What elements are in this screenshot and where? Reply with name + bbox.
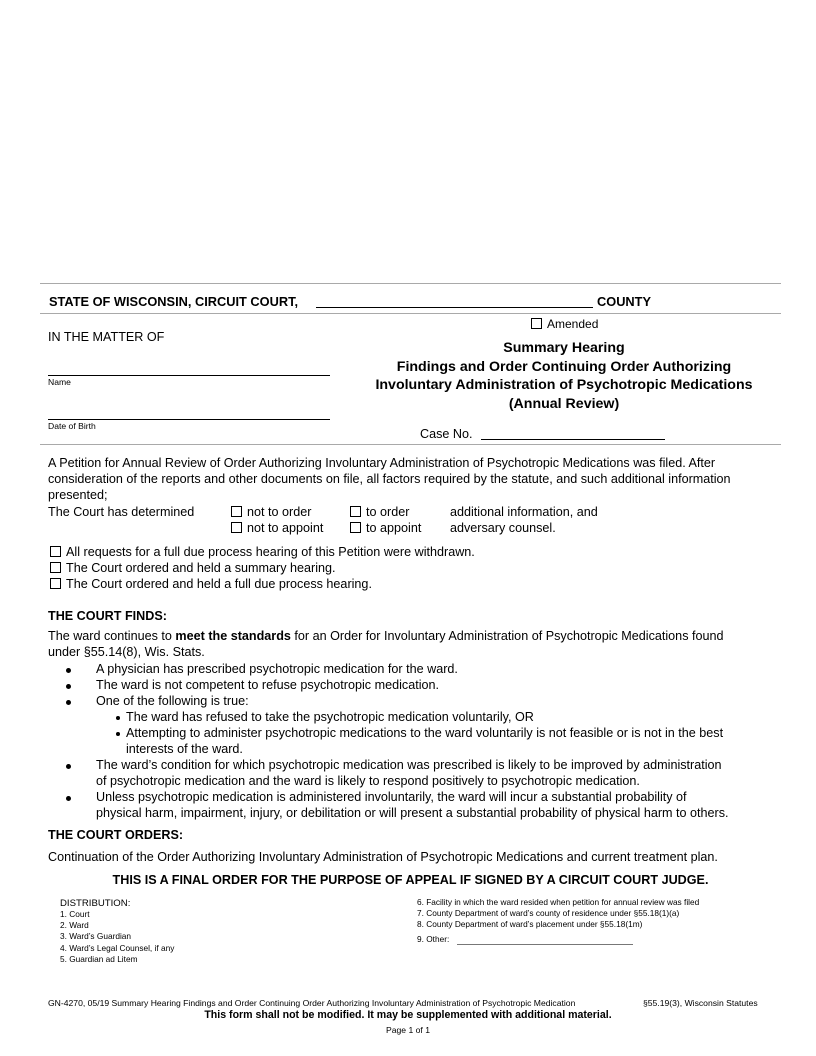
to-appoint-checkbox[interactable] bbox=[350, 522, 361, 533]
to-appoint-label: to appoint bbox=[366, 521, 422, 535]
distribution-list-left bbox=[60, 909, 174, 965]
caption-rule bbox=[40, 444, 781, 445]
finding-3b-line2: interests of the ward. bbox=[126, 742, 243, 756]
finding-2: The ward is not competent to refuse psychotropic medication. bbox=[96, 678, 440, 692]
title-line: Summary Hearing bbox=[503, 340, 625, 356]
withdrawn-checkbox[interactable] bbox=[50, 546, 61, 557]
intro-line: A Petition for Annual Review of Order Authorizing Involuntary Administration of Psychotropic Medications was filed. After bbox=[48, 456, 716, 470]
not-to-appoint-label: not to appoint bbox=[247, 521, 324, 535]
finds-lead-line2: under §55.14(8), Wis. Stats. bbox=[48, 645, 205, 659]
to-order-label: to order bbox=[366, 505, 410, 519]
amended-label: Amended bbox=[547, 317, 599, 331]
full-hearing-checkbox[interactable] bbox=[50, 578, 61, 589]
bullet-icon bbox=[66, 700, 71, 705]
distribution-item: 6. Facility in which the ward resided when petition for annual review was filed bbox=[417, 897, 700, 907]
intro-line: presented; bbox=[48, 488, 108, 502]
amended-checkbox[interactable] bbox=[531, 318, 542, 329]
distribution-item: 5. Guardian ad Litem bbox=[60, 953, 138, 964]
date-of-birth-field[interactable] bbox=[48, 419, 330, 420]
sub-bullet-icon bbox=[116, 716, 120, 720]
distribution-left bbox=[60, 898, 130, 909]
court-determined-label: The Court has determined bbox=[48, 505, 195, 519]
finding-4-line1: The ward’s condition for which psychotropic medication was prescribed is likely to be improved by administration bbox=[96, 758, 722, 772]
finding-3a: The ward has refused to take the psychotropic medication voluntarily, OR bbox=[126, 710, 534, 724]
bullet-icon bbox=[66, 668, 71, 673]
finds-lead-bold: meet the standards bbox=[175, 629, 291, 643]
full-hearing-label: The Court ordered and held a full due process hearing. bbox=[66, 577, 372, 591]
state-court-label: STATE OF WISCONSIN, CIRCUIT COURT, bbox=[49, 294, 299, 309]
bullet-icon bbox=[66, 796, 71, 801]
bullet-icon bbox=[66, 684, 71, 689]
distribution-list-right bbox=[417, 897, 699, 931]
header-rule bbox=[40, 313, 781, 314]
court-orders-heading: THE COURT ORDERS: bbox=[48, 828, 184, 842]
name-field[interactable] bbox=[48, 375, 330, 376]
finding-1: A physician has prescribed psychotropic medication for the ward. bbox=[96, 662, 458, 676]
finding-3: One of the following is true: bbox=[96, 694, 249, 708]
title-line: Findings and Order Continuing Order Authorizing bbox=[396, 358, 732, 375]
county-name-field[interactable] bbox=[316, 307, 593, 308]
intro-line: consideration of the reports and other documents on file, all factors required by the statute, and such additional information bbox=[48, 472, 731, 486]
intro-paragraph bbox=[48, 455, 788, 503]
form-title bbox=[345, 339, 783, 413]
title-line: (Annual Review) bbox=[508, 395, 620, 412]
finds-lead-pre: The ward continues to bbox=[48, 629, 176, 643]
top-rule bbox=[40, 283, 781, 284]
distribution-other-field[interactable] bbox=[457, 944, 633, 945]
withdrawn-label: All requests for a full due process hearing of this Petition were withdrawn. bbox=[66, 545, 475, 559]
finds-lead-post: for an Order for Involuntary Administration of Psychotropic Medications found bbox=[290, 629, 724, 643]
not-to-order-label: not to order bbox=[247, 505, 312, 519]
page-number: Page 1 of 1 bbox=[386, 1025, 430, 1035]
form-id: GN-4270, 05/19 Summary Hearing Findings and Order Continuing Order Authorizing Involuntary Administration of Psychotropic Medication bbox=[48, 998, 576, 1008]
case-no-field[interactable] bbox=[481, 439, 665, 440]
not-to-appoint-checkbox[interactable] bbox=[231, 522, 242, 533]
additional-info-label: additional information, and bbox=[450, 505, 598, 519]
distribution-item: 8. County Department of ward’s placement under §55.18(1m) bbox=[417, 919, 643, 930]
finds-lead bbox=[48, 629, 724, 643]
finding-3b-line1: Attempting to administer psychotropic medications to the ward voluntarily is not feasible or is not in the best bbox=[126, 726, 724, 740]
not-to-order-checkbox[interactable] bbox=[231, 506, 242, 517]
distribution-other-label: 9. Other: bbox=[417, 934, 450, 944]
distribution-heading: DISTRIBUTION: bbox=[60, 898, 131, 909]
finding-5-line2: physical harm, impairment, injury, or debilitation or will present a substantial probability of physical harm to others. bbox=[96, 806, 729, 820]
distribution-item: 4. Ward’s Legal Counsel, if any bbox=[60, 942, 175, 953]
county-label: COUNTY bbox=[597, 294, 652, 309]
adversary-counsel-label: adversary counsel. bbox=[450, 521, 556, 535]
finding-5-line1: Unless psychotropic medication is administered involuntarily, the ward will incur a substantial probability of bbox=[96, 790, 687, 804]
distribution-item: 1. Court bbox=[60, 909, 90, 919]
finding-4-line2: of psychotropic medication and the ward is likely to respond positively to psychotropic medication. bbox=[96, 774, 640, 788]
in-the-matter-label: IN THE MATTER OF bbox=[48, 330, 165, 344]
distribution-item: 7. County Department of ward’s county of residence under §55.18(1)(a) bbox=[417, 908, 680, 919]
distribution-item: 3. Ward’s Guardian bbox=[60, 931, 132, 942]
summary-hearing-checkbox[interactable] bbox=[50, 562, 61, 573]
to-order-checkbox[interactable] bbox=[350, 506, 361, 517]
summary-hearing-label: The Court ordered and held a summary hearing. bbox=[66, 561, 336, 575]
date-of-birth-label: Date of Birth bbox=[48, 421, 96, 431]
orders-text: Continuation of the Order Authorizing Involuntary Administration of Psychotropic Medications and current treatment plan. bbox=[48, 850, 718, 864]
bullet-icon bbox=[66, 764, 71, 769]
case-no-label: Case No. bbox=[420, 427, 473, 441]
name-label: Name bbox=[48, 377, 71, 387]
title-line: Involuntary Administration of Psychotropic Medications bbox=[375, 377, 753, 393]
court-finds-heading: THE COURT FINDS: bbox=[48, 609, 167, 623]
distribution-item: 2. Ward bbox=[60, 920, 89, 931]
modification-notice: This form shall not be modified. It may be supplemented with additional material. bbox=[204, 1009, 612, 1021]
final-order-notice: THIS IS A FINAL ORDER FOR THE PURPOSE OF APPEAL IF SIGNED BY A CIRCUIT COURT JUDGE. bbox=[112, 873, 709, 887]
statute-ref: §55.19(3), Wisconsin Statutes bbox=[643, 998, 758, 1008]
sub-bullet-icon bbox=[116, 732, 120, 736]
